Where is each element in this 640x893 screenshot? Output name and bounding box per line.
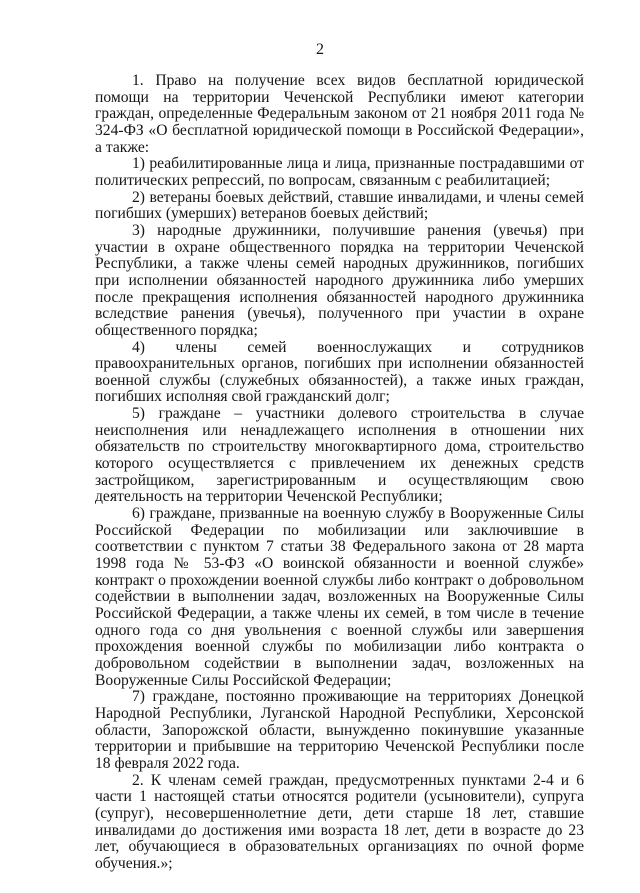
- paragraph-item-3: 3) народные дружинники, получившие ранения (увечья) при участии в охране общественного порядка на территории Чеченской Республики, а также члены семей народных дружинников, погибших при исполнении обязанностей народного дружинника либо умерших после прекращения исполнения обязанностей народного дружинника вследствие ранения (увечья), полученного при участии в охране общественного порядка;: [95, 221, 584, 339]
- paragraph-item-5: 5) граждане – участники долевого строительства в случае неисполнения или ненадлежащего исполнения в отношении них обязательств по строительству многоквартирного дома, строительство которого осуществляется с привлечением их денежных средств застройщиком, зарегистрированным и осуществляющим свою деятельность на территории Чеченской Республики;: [95, 405, 584, 506]
- page-number: 2: [316, 41, 324, 58]
- document-body: [95, 73, 584, 873]
- paragraph-item-6: 6) граждане, призванные на военную службу в Вооруженные Силы Российской Федерации по мобилизации или заключившие в соответствии с пунктом 7 статьи 38 Федерального закона от 28 марта 1998 года № 53-ФЗ «О воинской обязанности и военной службе» контракт о прохождении военной службы либо контракт о добровольном содействии в выполнении задач, возложенных на Вооруженные Силы Российской Федерации, а также члены их семей, в том числе в течение одного года со дня увольнения с военной службы или завершения прохождения военной службы по мобилизации либо контракта о добровольном содействии в выполнении задач, возложенных на Вооруженные Силы Российской Федерации;: [95, 505, 584, 689]
- paragraph-item-2: 2) ветераны боевых действий, ставшие инвалидами, и члены семей погибших (умерших) ветеранов боевых действий;: [95, 188, 584, 223]
- paragraph-item-4: 4) члены семей военнослужащих и сотрудников правоохранительных органов, погибших при исполнении обязанностей военной службы (служебных обязанностей), а также иных граждан, погибших исполняя свой гражданский долг;: [95, 338, 584, 406]
- paragraph-article-2: 2. К членам семей граждан, предусмотренных пунктами 2-4 и 6 части 1 настоящей статьи относятся родители (усыновители), супруга (супруг), несовершеннолетние дети, дети старше 18 лет, ставшие инвалидами до достижения ими возраста 18 лет, дети в возрасте до 23 лет, обучающиеся в образовательных организациях по очной форме обучения.»;: [95, 771, 584, 872]
- paragraph-item-1: 1) реабилитированные лица и лица, признанные пострадавшими от политических репрессий, по вопросам, связанным с реабилитацией;: [95, 155, 584, 189]
- paragraph-item-7: 7) граждане, постоянно проживающие на территориях Донецкой Народной Республики, Луганской Народной Республики, Херсонской области, Запорожской области, вынужденно покинувшие указанные территории и прибывшие на территорию Чеченской Республики после 18 февраля 2022 года.: [95, 688, 584, 772]
- paragraph-article-1-intro: 1. Право на получение всех видов бесплатной юридической помощи на территории Чеченской Республики имеют категории граждан, определенные Федеральным законом от 21 ноября 2011 года № 324-ФЗ «О бесплатной юридической помощи в Российской Федерации», а также:: [95, 72, 584, 156]
